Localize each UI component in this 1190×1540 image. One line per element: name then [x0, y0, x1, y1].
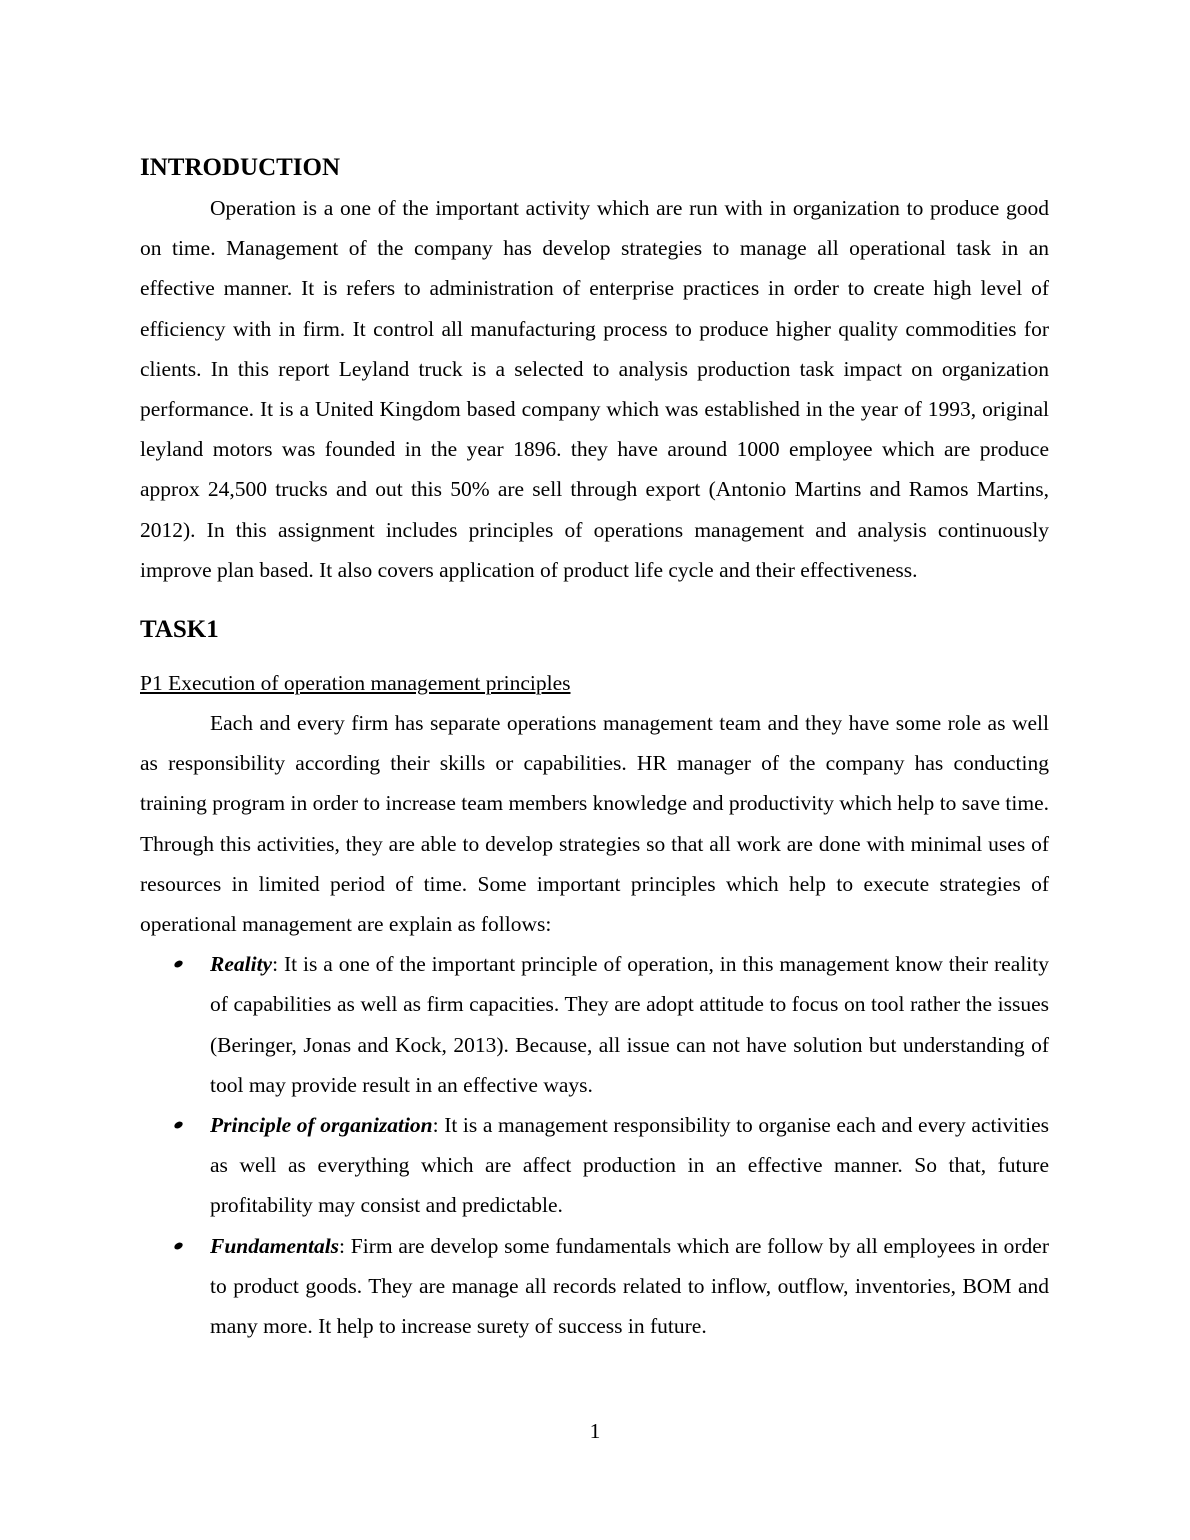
page-number: 1	[589, 1419, 601, 1443]
list-item-principle-of-organization	[140, 1105, 1049, 1226]
introduction-heading: INTRODUCTION	[140, 154, 341, 181]
principle-text: : It is a management responsibility to organise each and every activities as well as everything which are affect production in an effective manner. So that, future profitability may consist and predictable.	[210, 1113, 1049, 1218]
page-content	[140, 148, 1049, 1346]
task1-heading: TASK1	[140, 616, 219, 644]
introduction-paragraph: Operation is a one of the important activity which are run with in organization to produce good on time. Management of the company has develop strategies to manage all operational task in an effective manner. It is refers to administration of enterprise practices in order to create high level of efficiency with in firm. It control all manufacturing process to produce higher quality commodities for clients. In this report Leyland truck is a selected to analysis production task impact on organization performance. It is a United Kingdom based company which was established in the year of 1993, original leyland motors was founded in the year 1896. they have around 1000 employee which are produce approx 24,500 trucks and out this 50% are sell through export (Antonio Martins and Ramos Martins, 2012). In this assignment includes principles of operations management and analysis continuously improve plan based. It also covers application of product life cycle and their effectiveness.	[140, 196, 1049, 582]
p1-subheading: P1 Execution of operation management principles	[140, 671, 571, 696]
task1-paragraph: Each and every firm has separate operations management team and they have some role as well as responsibility according their skills or capabilities. HR manager of the company has conducting training program in order to increase team members knowledge and productivity which help to save time. Through this activities, they are able to develop strategies so that all work are done with minimal uses of resources in limited period of time. Some important principles which help to execute strategies of operational management are explain as follows:	[140, 711, 1049, 937]
principle-text: : Firm are develop some fundamentals which are follow by all employees in order to product goods. They are manage all records related to inflow, outflow, inventories, BOM and many more. It help to increase surety of success in future.	[210, 1233, 1049, 1339]
bullet-icon	[173, 959, 184, 969]
bullet-icon	[173, 1241, 184, 1251]
principle-term: Fundamentals	[210, 1233, 340, 1258]
principle-term: Reality	[210, 952, 273, 977]
principle-term: Principle of organization	[210, 1113, 433, 1138]
bullet-icon	[173, 1120, 184, 1130]
list-item-fundamentals	[140, 1226, 1049, 1347]
list-item-reality	[140, 944, 1049, 1105]
principles-list	[140, 944, 1049, 1346]
principle-text: : It is a one of the important principle of operation, in this management know their reality of capabilities as well as firm capacities. They are adopt attitude to focus on tool rather the issues (Beringer, Jonas and Kock, 2013). Because, all issue can not have solution but understanding of tool may provide result in an effective ways.	[210, 952, 1049, 1097]
